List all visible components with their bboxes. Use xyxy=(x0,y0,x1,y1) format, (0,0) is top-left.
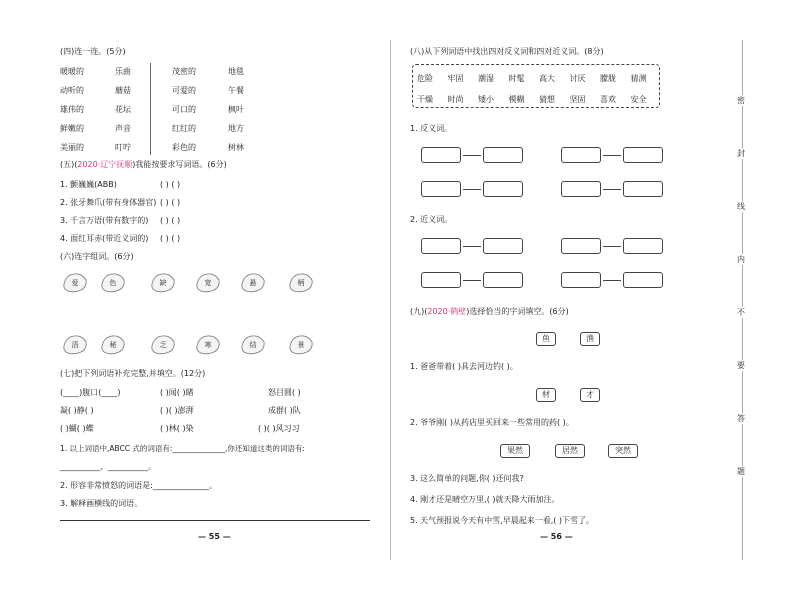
bank-word: 安全 xyxy=(630,95,647,104)
answer-box[interactable] xyxy=(561,147,601,163)
leaf-char-text: 悬 xyxy=(249,279,257,287)
s7-question[interactable]: __________、__________。 xyxy=(60,462,156,471)
bank-word: 猜测 xyxy=(630,74,647,83)
section9-title xyxy=(410,307,569,317)
answer-box[interactable] xyxy=(483,272,523,288)
option-box: 材 xyxy=(536,388,556,402)
match-word: 红红的 xyxy=(172,124,196,133)
match-word: 午餐 xyxy=(228,86,244,95)
answer-box[interactable] xyxy=(483,181,523,197)
pair-connector xyxy=(603,155,621,156)
bank-word: 危险 xyxy=(417,74,433,83)
leaf-char-text: 秘 xyxy=(109,341,117,349)
answer-box[interactable] xyxy=(561,238,601,254)
leaf-char[interactable] xyxy=(62,272,88,294)
leaf-char[interactable] xyxy=(240,334,266,356)
leaf-char[interactable] xyxy=(150,272,176,294)
bank-word: 干燥 xyxy=(417,95,433,104)
idiom-blank[interactable]: 凝( )静( ) xyxy=(60,406,94,415)
answer-box[interactable] xyxy=(623,238,663,254)
divider xyxy=(150,63,151,155)
s5-item: 3. 千言万语(带有数字的) xyxy=(60,216,149,225)
seal-char: 密 xyxy=(737,96,745,105)
seal-char: 要 xyxy=(737,361,745,370)
answer-blanks[interactable]: ( ) ( ) xyxy=(160,234,181,243)
leaf-char-text: 缺 xyxy=(159,279,167,287)
match-word: 美丽的 xyxy=(60,143,84,152)
s7-question[interactable]: 2. 形容非常愤怒的词语是:______________。 xyxy=(60,481,217,490)
page-number: — 55 — xyxy=(198,532,231,541)
idiom-blank[interactable]: ( )闻( )睹 xyxy=(160,388,194,397)
bank-word: 高大 xyxy=(539,74,555,83)
leaf-char[interactable] xyxy=(150,334,176,356)
answer-box[interactable] xyxy=(483,147,523,163)
match-word: 树林 xyxy=(228,143,244,152)
idiom-blank[interactable]: ( )( )风习习 xyxy=(258,424,300,433)
pair-connector xyxy=(603,246,621,247)
leaf-char-text: 寒 xyxy=(204,341,212,349)
match-word: 可爱的 xyxy=(172,86,196,95)
pair-connector xyxy=(463,189,481,190)
idiom-blank[interactable]: (____)腹口(____) xyxy=(60,388,121,397)
bank-word: 讨厌 xyxy=(569,74,586,83)
s5-item: 1. 颤巍巍(ABB) xyxy=(60,180,117,189)
option-box: 果然 xyxy=(500,444,530,458)
answer-box[interactable] xyxy=(561,181,601,197)
bank-word: 模糊 xyxy=(508,95,525,104)
leaf-char-text: 景 xyxy=(297,341,305,349)
s9-question[interactable]: 2. 爷爷刚( )从药店里买回来一些常用的药( )。 xyxy=(410,418,574,427)
option-box: 鱼 xyxy=(536,332,556,346)
answer-box[interactable] xyxy=(421,181,461,197)
leaf-char-text: 柄 xyxy=(297,279,305,287)
source-tag: 2020·鹤壁 xyxy=(427,307,467,316)
match-word: 乐曲 xyxy=(115,67,131,76)
idiom-blank[interactable]: ( )林( )染 xyxy=(160,424,194,433)
match-word: 暖暖的 xyxy=(60,67,84,76)
pair-connector xyxy=(603,189,621,190)
leaf-char[interactable] xyxy=(195,334,221,356)
source-tag: 2020·辽宁抚顺 xyxy=(77,160,133,169)
seal-char: 答 xyxy=(737,414,745,423)
s5-item: 2. 张牙舞爪(带有身体器官) xyxy=(60,198,157,207)
match-word: 叮咛 xyxy=(115,143,131,152)
answer-line[interactable] xyxy=(60,520,370,521)
option-box: 居然 xyxy=(555,444,585,458)
answer-box[interactable] xyxy=(421,272,461,288)
match-word: 鲜嫩的 xyxy=(60,124,84,133)
s8-q2: 2. 近义词。 xyxy=(410,215,453,224)
gutter-line xyxy=(390,40,391,560)
answer-box[interactable] xyxy=(623,181,663,197)
match-word: 蘑菇 xyxy=(115,86,131,95)
match-word: 可口的 xyxy=(172,105,196,114)
leaf-char[interactable] xyxy=(62,334,88,356)
answer-blanks[interactable]: ( ) ( ) xyxy=(160,216,181,225)
bank-word: 坚固 xyxy=(569,95,586,104)
pair-connector xyxy=(463,155,481,156)
s9-question[interactable]: 1. 爸爸带着( )具去河边钓( )。 xyxy=(410,362,518,371)
option-box: 突然 xyxy=(608,444,638,458)
bank-word: 时尚 xyxy=(447,95,464,104)
section4-title: (四)连一连。(5分) xyxy=(60,47,126,56)
section7-title: (七)把下列词语补充完整,并填空。(12分) xyxy=(60,369,206,378)
leaf-char-text: 乏 xyxy=(159,341,167,349)
s5-item: 4. 面红耳赤(带近义词的) xyxy=(60,234,149,243)
seal-char: 题 xyxy=(737,467,745,476)
leaf-char-text: 色 xyxy=(109,279,117,287)
s7-question: 1. 以上词语中,ABCC 式的词语有:______________,你还知道这类的词语有: xyxy=(60,444,305,453)
match-word: 雄伟的 xyxy=(60,105,84,114)
s9-question[interactable]: 3. 这么简单的问题,你( )还问我? xyxy=(410,474,524,483)
answer-box[interactable] xyxy=(623,147,663,163)
pair-connector xyxy=(463,280,481,281)
leaf-char[interactable] xyxy=(195,272,221,294)
leaf-char-text: 宽 xyxy=(204,279,212,287)
match-word: 枫叶 xyxy=(228,105,244,114)
idiom-blank[interactable]: ( )蝴( )蝶 xyxy=(60,424,94,433)
option-box: 渔 xyxy=(580,332,600,346)
bank-word: 喜欢 xyxy=(600,95,616,104)
answer-box[interactable] xyxy=(483,238,523,254)
answer-box[interactable] xyxy=(623,272,663,288)
leaf-char-text: 浯 xyxy=(71,341,79,349)
leaf-char[interactable] xyxy=(240,272,266,294)
s9-question[interactable]: 5. 天气预报说今天有中雪,早晨起来一看,( )下雪了。 xyxy=(410,516,595,525)
match-word: 声音 xyxy=(115,124,131,133)
leaf-char-text: 爱 xyxy=(71,279,79,287)
section5-prefix: (五)( xyxy=(60,160,78,169)
match-word: 彩色的 xyxy=(172,143,196,152)
answer-blanks[interactable]: ( ) ( ) xyxy=(160,180,181,189)
answer-box[interactable] xyxy=(421,147,461,163)
leaf-char[interactable] xyxy=(100,272,126,294)
bank-word: 猜想 xyxy=(539,95,555,104)
answer-blanks[interactable]: ( ) ( ) xyxy=(160,198,181,207)
section9-suffix: )选择恰当的字词填空。(6分) xyxy=(466,307,569,316)
leaf-char[interactable] xyxy=(288,272,314,294)
seal-char: 封 xyxy=(737,149,745,158)
leaf-char[interactable] xyxy=(100,334,126,356)
section5-title xyxy=(60,160,227,170)
option-box: 才 xyxy=(580,388,600,402)
section9-prefix: (九)( xyxy=(410,307,428,316)
idiom-blank[interactable]: 成群( )队 xyxy=(268,406,301,415)
seal-char: 内 xyxy=(737,255,745,264)
idiom-blank[interactable]: ( )( )澎湃 xyxy=(160,406,194,415)
bank-word: 牢固 xyxy=(447,74,464,83)
pair-connector xyxy=(463,246,481,247)
match-word: 茂密的 xyxy=(172,67,196,76)
section6-title: (六)连字组词。(6分) xyxy=(60,252,134,261)
bank-word: 时髦 xyxy=(508,74,525,83)
answer-box[interactable] xyxy=(421,238,461,254)
s7-question: 3. 解释画横线的词语。 xyxy=(60,499,143,508)
bank-word: 朦胧 xyxy=(600,74,616,83)
s9-question[interactable]: 4. 刚才还是晴空万里,( )就天降大雨加注。 xyxy=(410,495,560,504)
leaf-char[interactable] xyxy=(288,334,314,356)
bank-word: 矮小 xyxy=(478,95,494,104)
leaf-char-text: 结 xyxy=(249,341,257,349)
seal-line xyxy=(742,40,743,560)
idiom-blank[interactable]: 怒目圆( ) xyxy=(268,388,301,397)
answer-box[interactable] xyxy=(561,272,601,288)
section5-suffix: )我能按要求写词语。(6分) xyxy=(132,160,227,169)
bank-word: 潮湿 xyxy=(478,74,494,83)
s8-q1: 1. 反义词。 xyxy=(410,124,453,133)
section8-title: (八)从下列词语中找出四对反义词和四对近义词。(8分) xyxy=(410,47,604,56)
match-word: 花坛 xyxy=(115,105,131,114)
match-word: 动听的 xyxy=(60,86,84,95)
page-number: — 56 — xyxy=(540,532,573,541)
match-word: 地方 xyxy=(228,124,244,133)
pair-connector xyxy=(603,280,621,281)
seal-char: 线 xyxy=(737,202,745,211)
match-word: 地毯 xyxy=(228,67,244,76)
seal-char: 不 xyxy=(737,308,745,317)
